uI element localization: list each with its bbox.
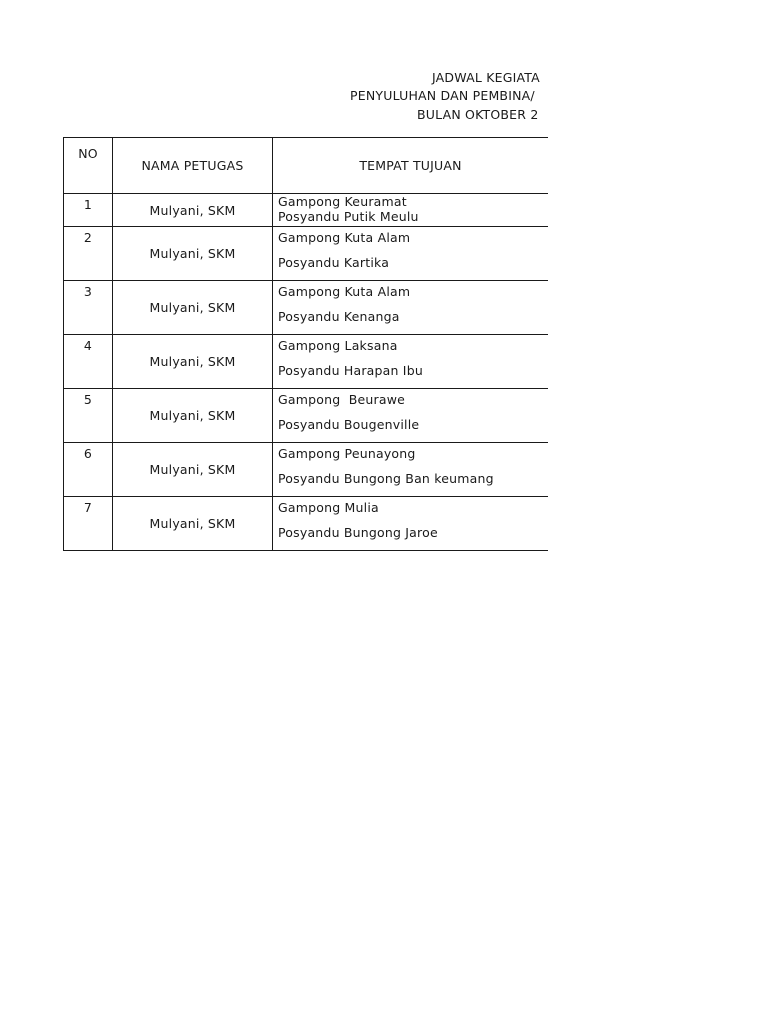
destination-cell <box>273 335 549 389</box>
officer-name: Mulyani, SKM <box>113 194 273 227</box>
column-header-place: TEMPAT TUJUAN <box>273 138 549 194</box>
officer-name: Mulyani, SKM <box>113 497 273 551</box>
destination-village: Gampong Laksana <box>278 338 398 353</box>
officer-name: Mulyani, SKM <box>113 389 273 443</box>
row-number: 7 <box>64 497 113 551</box>
row-number: 4 <box>64 335 113 389</box>
destination-cell <box>273 443 549 497</box>
destination-posyandu: Posyandu Kartika <box>278 255 390 270</box>
destination-cell <box>273 281 549 335</box>
destination-cell <box>273 194 549 227</box>
table-row <box>64 227 549 281</box>
destination-posyandu: Posyandu Harapan Ibu <box>278 363 423 378</box>
column-header-no: NO <box>64 138 113 194</box>
table-row <box>64 497 549 551</box>
table-row <box>64 335 549 389</box>
destination-posyandu: Posyandu Kenanga <box>278 309 400 324</box>
officer-name: Mulyani, SKM <box>113 281 273 335</box>
row-number: 3 <box>64 281 113 335</box>
destination-village: Gampong Keuramat <box>278 194 407 209</box>
destination-cell <box>273 227 549 281</box>
destination-village: Gampong Mulia <box>278 500 379 515</box>
table-row <box>64 194 549 227</box>
officer-name: Mulyani, SKM <box>113 443 273 497</box>
destination-village: Gampong Peunayong <box>278 446 416 461</box>
row-number: 2 <box>64 227 113 281</box>
officer-name: Mulyani, SKM <box>113 227 273 281</box>
title-line-2: PENYULUHAN DAN PEMBINA/ <box>350 88 535 103</box>
table-header-row <box>64 138 549 194</box>
title-line-3: BULAN OKTOBER 2 <box>417 107 539 122</box>
destination-cell <box>273 389 549 443</box>
officer-name: Mulyani, SKM <box>113 335 273 389</box>
destination-posyandu: Posyandu Putik Meulu <box>278 209 419 224</box>
destination-posyandu: Posyandu Bungong Ban keumang <box>278 471 494 486</box>
schedule-table <box>63 137 548 551</box>
column-header-name: NAMA PETUGAS <box>113 138 273 194</box>
table-row <box>64 281 549 335</box>
destination-cell <box>273 497 549 551</box>
row-number: 1 <box>64 194 113 227</box>
destination-village: Gampong Kuta Alam <box>278 230 411 245</box>
destination-village: Gampong Beurawe <box>278 392 406 407</box>
row-number: 6 <box>64 443 113 497</box>
destination-posyandu: Posyandu Bougenville <box>278 417 420 432</box>
table-row <box>64 389 549 443</box>
destination-village: Gampong Kuta Alam <box>278 284 411 299</box>
destination-posyandu: Posyandu Bungong Jaroe <box>278 525 438 540</box>
row-number: 5 <box>64 389 113 443</box>
title-line-1: JADWAL KEGIATA <box>432 70 540 85</box>
table-row <box>64 443 549 497</box>
